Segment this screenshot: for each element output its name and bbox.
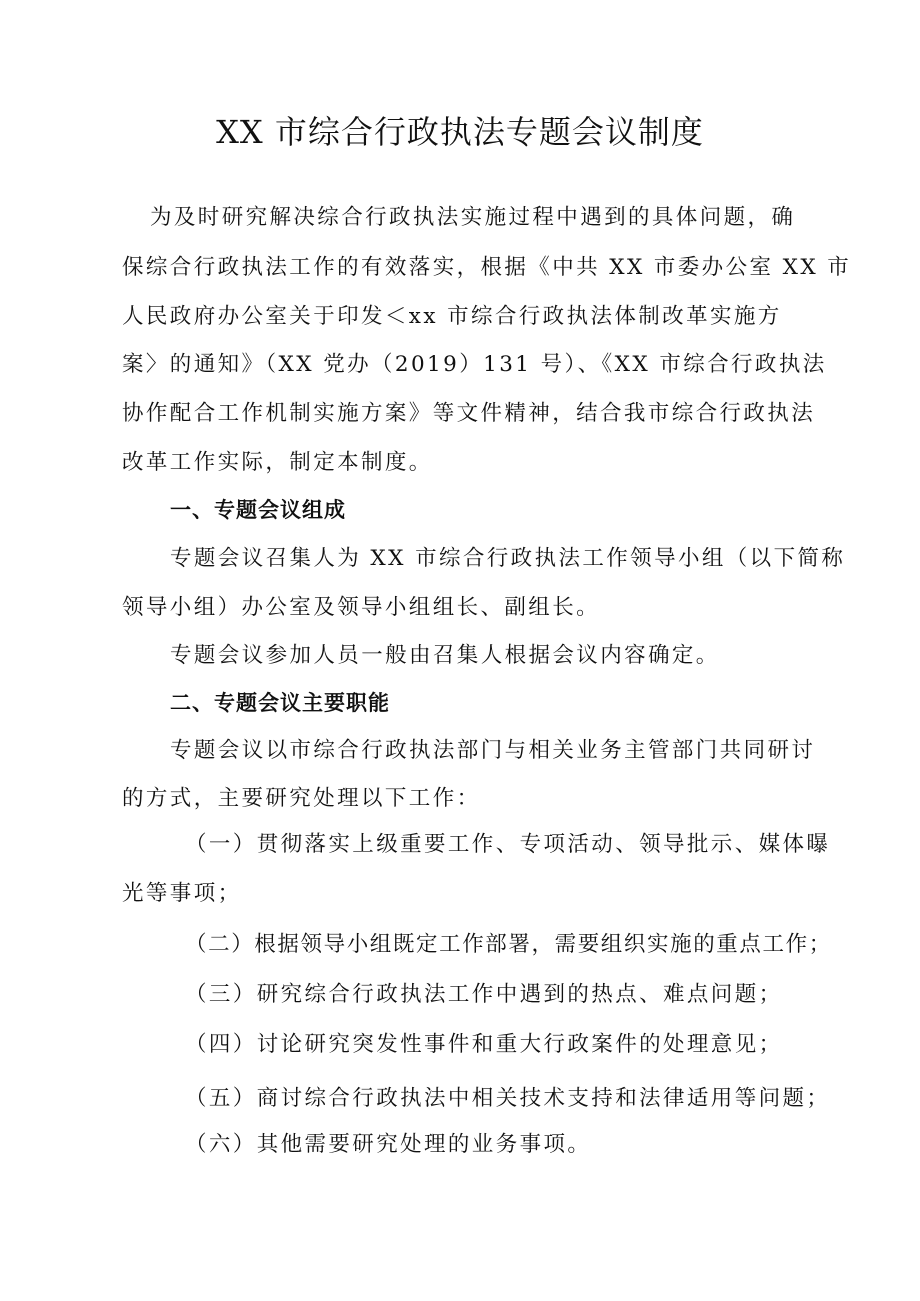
section-2-heading: 二、专题会议主要职能 xyxy=(170,691,390,715)
section-1-line-2: 领导小组）办公室及领导小组组长、副组长。 xyxy=(122,595,601,620)
section-2-item-4: （四）讨论研究突发性事件和重大行政案件的处理意见； xyxy=(185,1032,783,1057)
section-2-item-2: （二）根据领导小组既定工作部署，需要组织实施的重点工作； xyxy=(185,932,832,957)
document-title: XX 市综合行政执法专题会议制度 xyxy=(216,113,704,151)
section-2-line-1: 专题会议以市综合行政执法部门与相关业务主管部门共同研讨 xyxy=(170,738,816,763)
section-2-item-1-cont: 光等事项； xyxy=(122,881,242,906)
intro-line-2: 保综合行政执法工作的有效落实，根据《中共 XX 市委办公室 XX 市 xyxy=(122,255,852,280)
section-2-line-2: 的方式，主要研究处理以下工作： xyxy=(122,786,481,811)
section-1-line-1: 专题会议召集人为 XX 市综合行政执法工作领导小组（以下简称 xyxy=(170,546,846,571)
section-2-item-6: （六）其他需要研究处理的业务事项。 xyxy=(185,1132,592,1157)
intro-line-1: 为及时研究解决综合行政执法实施过程中遇到的具体问题，确 xyxy=(150,205,796,230)
section-2-item-1: （一）贯彻落实上级重要工作、专项活动、领导批示、媒体曝 xyxy=(185,832,831,857)
section-1-line-3: 专题会议参加人员一般由召集人根据会议内容确定。 xyxy=(170,643,720,668)
intro-line-6: 改革工作实际，制定本制度。 xyxy=(122,450,433,475)
section-2-item-3: （三）研究综合行政执法工作中遇到的热点、难点问题； xyxy=(185,982,783,1007)
section-1-heading: 一、专题会议组成 xyxy=(170,498,346,522)
section-2-item-5: （五）商讨综合行政执法中相关技术支持和法律适用等问题； xyxy=(185,1086,831,1111)
intro-line-3: 人民政府办公室关于印发＜xx 市综合行政执法体制改革实施方 xyxy=(122,304,782,329)
intro-line-5: 协作配合工作机制实施方案》等文件精神，结合我市综合行政执法 xyxy=(122,401,816,426)
intro-line-4: 案〉的通知》（XX 党办（2019）131 号）、《XX 市综合行政执法 xyxy=(122,352,827,377)
